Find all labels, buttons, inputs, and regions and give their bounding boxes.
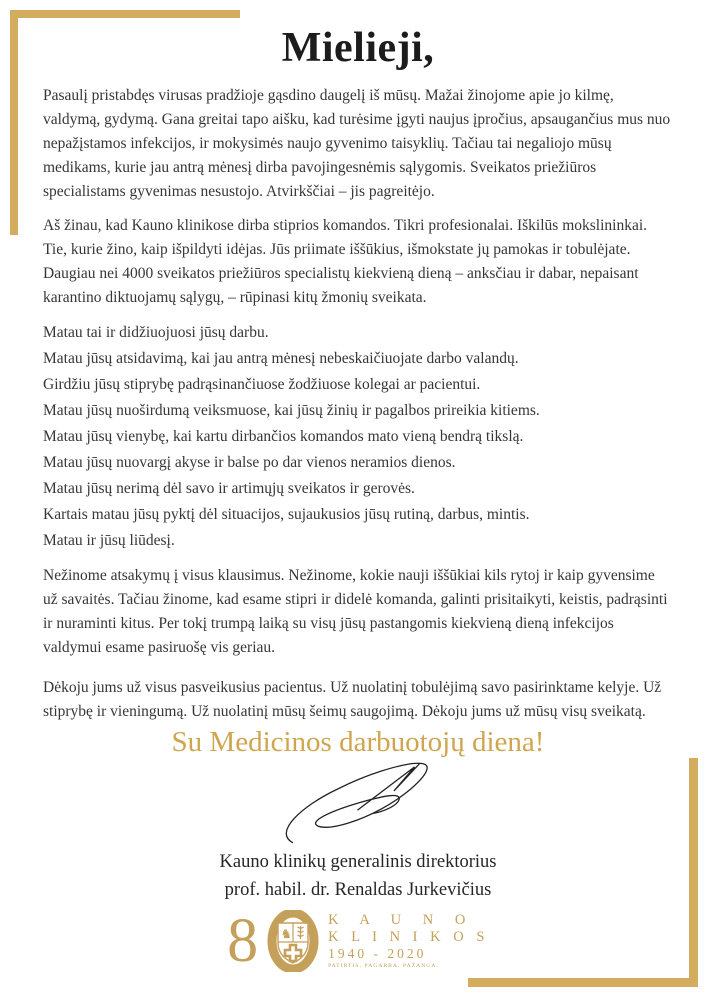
paragraph-thanks: Dėkoju jums už visus pasveikusius pacientus. Už nuolatinį tobulėjimą savo pasirinktame kelyje. Už stiprybę ir vieningumą. Už nuolatinį mūsų šeimų saugojimą. Dėkoju jums už mūsų visų sveikatą.	[43, 679, 662, 720]
signoff-name: prof. habil. dr. Renaldas Jurkevičius	[224, 880, 492, 900]
logo-text-block	[328, 912, 489, 971]
kauno-klinikos-80-logo	[43, 907, 673, 975]
observation-line: Matau jūsų nerimą dėl savo ir artimųjų sveikatos ir gerovės.	[43, 480, 415, 497]
observation-line: Matau jūsų nuovargį akyse ir balse po dar vienos neramios dienos.	[43, 454, 456, 471]
gold-corner-bottom-right-horizontal	[468, 978, 698, 987]
medics-day-greeting: Su Medicinos darbuotojų diena!	[171, 726, 545, 758]
observations-list	[43, 320, 673, 554]
logo-anniversary-years: 1940 - 2020	[328, 945, 427, 961]
vytis-horseman-glyph: ♞	[280, 927, 293, 942]
logo-number-eight: 8	[227, 907, 259, 975]
letter-body	[43, 84, 673, 724]
observation-line: Girdžiu jūsų stiprybę padrąsinančiuose žodžiuose kolegai ar pacientui.	[43, 376, 481, 393]
observation-line: Kartais matau jūsų pyktį dėl situacijos, sujaukusios jūsų rutiną, darbus, mintis.	[43, 506, 530, 523]
observation-line: Matau jūsų vienybę, kai kartu dirbančios komandos mato vieną bendrą tikslą.	[43, 428, 524, 445]
logo-tagline: PATIRTIS. PAGARBA. PAŽANGA.	[328, 962, 439, 969]
observation-line: Matau jūsų nuoširdumą veiksmuose, kai jūsų žinių ir pagalbos prireikia kitiems.	[43, 402, 540, 419]
paragraph-unknowns: Nežinome atsakymų į visus klausimus. Nežinome, kokie nauji iššūkiai kils rytoj ir kaip gyvensime už savaitės. Tačiau žinome, kad esame stipri ir didelė komanda, galinti prisitaikyti, keistis, padrąsinti ir nuraminti kitus. Per tokį trumpą laiką su visų jūsų pastangomis kiekvieną dieną infekcijos valdymui esame pasiruošę vis geriau.	[43, 567, 668, 656]
observation-line: Matau ir jūsų liūdesį.	[43, 532, 175, 549]
paragraph-intro: Pasaulį pristabdęs virusas pradžioje gąsdino daugelį iš mūsų. Mažai žinojome apie jo kilmę, valdymą, gydymą. Gana greitai tapo aišku, kad turėsime įgyti naujus įpročius, apsaugančius mus nuo nepažįstamos infekcijos, ir mokysimės naujo gyvenimo taisyklių. Tačiau tai negaliojo mūsų medikams, kurie jau antrą mėnesį dirba pavojingesnėmis sąlygomis. Sveikatos priežiūros specialistams gyvenimas nesustojo. Atvirkščiai – jis pagreitėjo.	[43, 87, 671, 200]
observation-line: Matau jūsų atsidavimą, kai jau antrą mėnesį nebeskaičiuojate darbo valandų.	[43, 350, 519, 367]
letter-content	[0, 24, 707, 975]
logo-name-line2: K L I N I K O S	[328, 928, 489, 945]
gold-corner-top-left-horizontal	[10, 10, 240, 18]
signoff-block	[43, 848, 673, 904]
signoff-role: Kauno klinikų generalinis direktorius	[219, 852, 497, 872]
handwritten-signature-icon	[269, 760, 469, 846]
logo-zero-crest-icon	[267, 910, 319, 972]
paragraph-teams: Aš žinau, kad Kauno klinikose dirba stiprios komandos. Tikri profesionalai. Iškilūs mokslininkai. Tie, kurie žino, kaip išpildyti idėjas. Jūs priimate iššūkius, išmokstate jų pamokas ir tobulėjate. Daugiau nei 4000 sveikatos priežiūros specialistų kiekvieną dieną – anksčiau ir dabar, nepaisant karantino diktuojamų sąlygų, – rūpinasi kitų žmonių sveikata.	[43, 217, 648, 306]
observation-line: Matau tai ir didžiuojuosi jūsų darbu.	[43, 324, 269, 341]
signature-block	[43, 760, 673, 846]
letter-title: Mielieji,	[281, 25, 435, 71]
logo-name-line1: K A U N O	[328, 911, 475, 928]
